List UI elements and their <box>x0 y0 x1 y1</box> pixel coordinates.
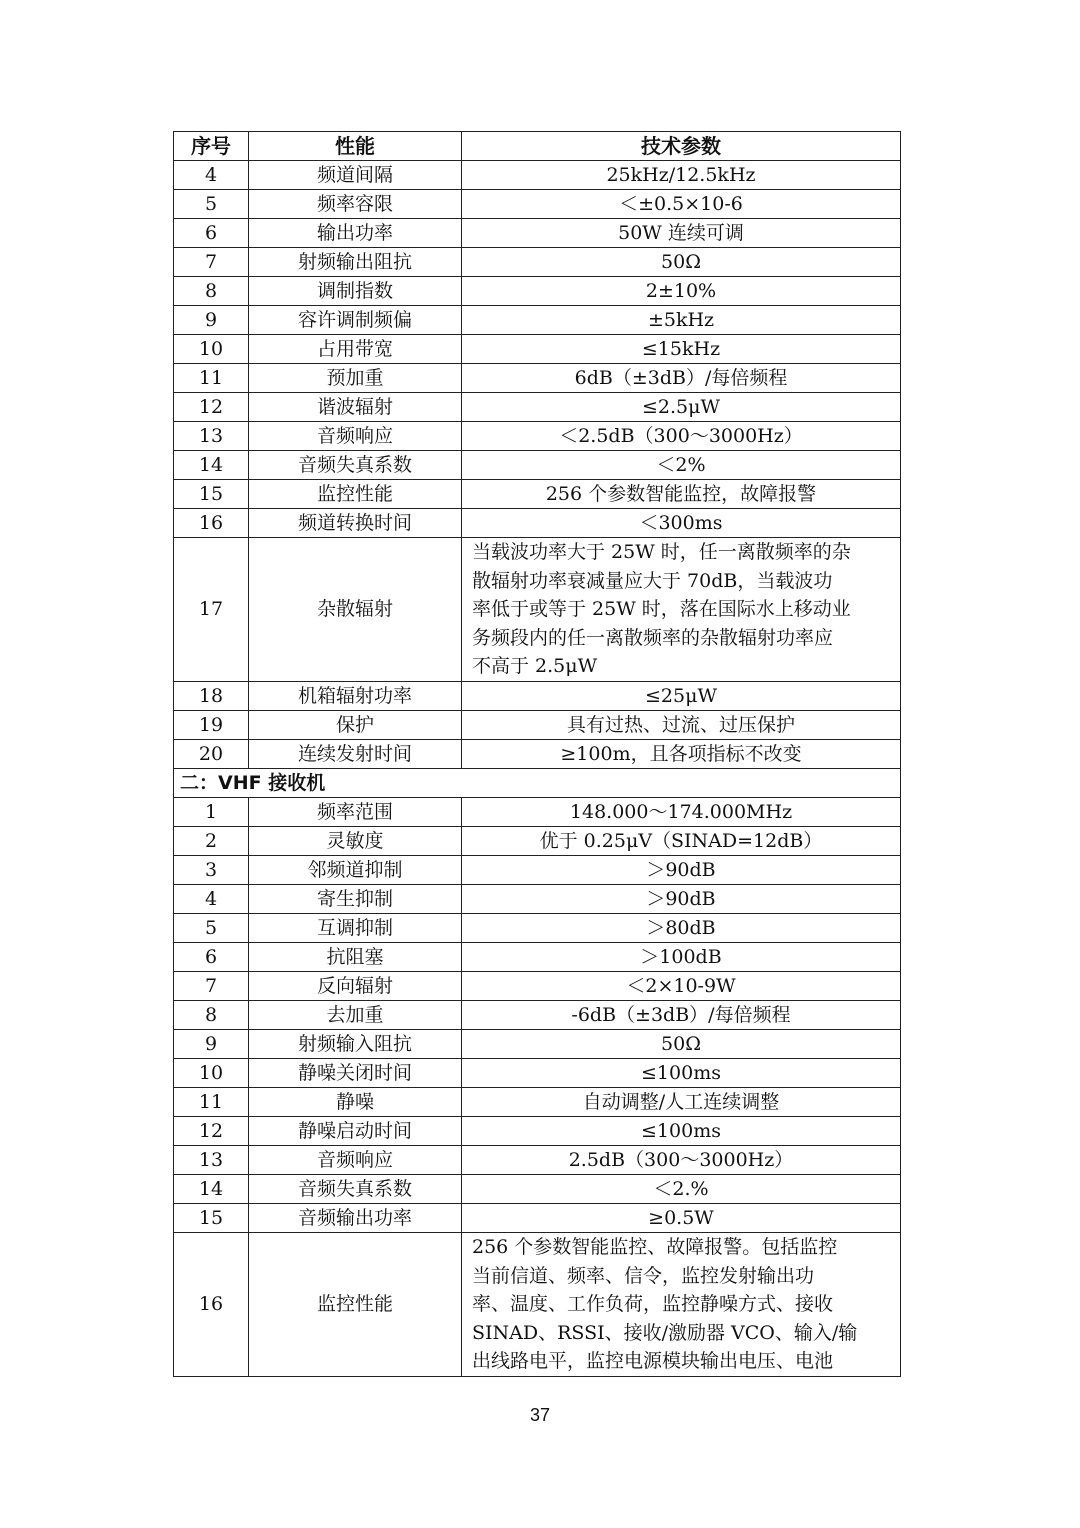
row-tech-param: ＞80dB <box>462 913 901 942</box>
row-performance: 调制指数 <box>249 277 462 306</box>
table-row <box>174 1058 901 1087</box>
row-performance: 灵敏度 <box>249 826 462 855</box>
table-row <box>174 826 901 855</box>
table-row <box>174 913 901 942</box>
row-number: 7 <box>174 971 249 1000</box>
row-performance: 抗阻塞 <box>249 942 462 971</box>
table-row <box>174 710 901 739</box>
row-number: 15 <box>174 480 249 509</box>
row-tech-param: 25kHz/12.5kHz <box>462 161 901 190</box>
row-tech-param: 2.5dB（300～3000Hz） <box>462 1145 901 1174</box>
tech-param-line: SINAD、RSSI、接收/激励器 VCO、输入/输 <box>472 1321 858 1344</box>
row-performance: 寄生抑制 <box>249 884 462 913</box>
row-performance: 静噪启动时间 <box>249 1116 462 1145</box>
row-performance: 监控性能 <box>249 480 462 509</box>
row-tech-param: ≥0.5W <box>462 1203 901 1232</box>
tech-param-line: 率低于或等于 25W 时，落在国际水上移动业 <box>472 598 851 621</box>
row-tech-param: 50Ω <box>462 248 901 277</box>
tech-param-line: 不高于 2.5μW <box>472 655 598 678</box>
header-tech-params: 技术参数 <box>462 132 901 161</box>
row-performance: 保护 <box>249 710 462 739</box>
table-row <box>174 1116 901 1145</box>
row-performance: 谐波辐射 <box>249 393 462 422</box>
table-row <box>174 422 901 451</box>
tech-param-line: 务频段内的任一离散频率的杂散辐射功率应 <box>472 626 834 649</box>
table-row <box>174 190 901 219</box>
row-number: 13 <box>174 422 249 451</box>
section-row <box>174 768 901 797</box>
table-row <box>174 1029 901 1058</box>
row-performance: 预加重 <box>249 364 462 393</box>
row-number: 4 <box>174 884 249 913</box>
row-performance: 音频响应 <box>249 1145 462 1174</box>
row-performance: 音频失真系数 <box>249 1174 462 1203</box>
table-row <box>174 306 901 335</box>
table-row <box>174 1145 901 1174</box>
table-row <box>174 1232 901 1376</box>
row-performance: 输出功率 <box>249 219 462 248</box>
table-row <box>174 480 901 509</box>
row-number: 11 <box>174 1087 249 1116</box>
row-performance: 频道转换时间 <box>249 509 462 538</box>
table-row <box>174 1000 901 1029</box>
row-number: 10 <box>174 335 249 364</box>
page-number: 37 <box>529 1405 551 1425</box>
row-tech-param: 256 个参数智能监控，故障报警 <box>462 480 901 509</box>
spec-table <box>173 131 901 1377</box>
row-number: 9 <box>174 306 249 335</box>
table-row <box>174 277 901 306</box>
row-performance: 静噪关闭时间 <box>249 1058 462 1087</box>
row-performance: 音频输出功率 <box>249 1203 462 1232</box>
table-row <box>174 509 901 538</box>
row-tech-param: ＜300ms <box>462 509 901 538</box>
table-row <box>174 335 901 364</box>
row-number: 8 <box>174 1000 249 1029</box>
row-tech-param: -6dB（±3dB）/每倍频程 <box>462 1000 901 1029</box>
table-row <box>174 1203 901 1232</box>
row-tech-param: ＜2×10-9W <box>462 971 901 1000</box>
row-tech-param: ＞90dB <box>462 855 901 884</box>
row-tech-param: ≤15kHz <box>462 335 901 364</box>
table-row <box>174 1174 901 1203</box>
table-row <box>174 855 901 884</box>
row-number: 6 <box>174 219 249 248</box>
row-number: 20 <box>174 739 249 768</box>
row-performance: 反向辐射 <box>249 971 462 1000</box>
row-performance: 音频响应 <box>249 422 462 451</box>
table-row <box>174 248 901 277</box>
row-performance: 机箱辐射功率 <box>249 681 462 710</box>
row-tech-param: ±5kHz <box>462 306 901 335</box>
tech-param-line: 散辐射功率衰减量应大于 70dB，当载波功 <box>472 569 833 592</box>
table-row <box>174 681 901 710</box>
row-number: 19 <box>174 710 249 739</box>
row-tech-param: 具有过热、过流、过压保护 <box>462 710 901 739</box>
row-tech-param: ≤25μW <box>462 681 901 710</box>
row-tech-param: ≤100ms <box>462 1116 901 1145</box>
table-row <box>174 451 901 480</box>
row-tech-param: 2±10% <box>462 277 901 306</box>
row-tech-param: ＜2.5dB（300～3000Hz） <box>462 422 901 451</box>
row-number: 2 <box>174 826 249 855</box>
tech-param-line: 当载波功率大于 25W 时，任一离散频率的杂 <box>472 541 851 563</box>
table-row <box>174 364 901 393</box>
row-tech-param: 50Ω <box>462 1029 901 1058</box>
tech-param-line: 出线路电平，监控电源模块输出电压、电池 <box>472 1350 834 1373</box>
row-tech-param: ＜2% <box>462 451 901 480</box>
table-row <box>174 393 901 422</box>
row-number: 12 <box>174 393 249 422</box>
row-number: 8 <box>174 277 249 306</box>
row-performance: 音频失真系数 <box>249 451 462 480</box>
row-tech-param: ＜±0.5×10-6 <box>462 190 901 219</box>
row-number: 7 <box>174 248 249 277</box>
row-tech-param: ≥100m，且各项指标不改变 <box>462 739 901 768</box>
row-performance: 容许调制频偏 <box>249 306 462 335</box>
row-performance: 占用带宽 <box>249 335 462 364</box>
row-performance: 频率范围 <box>249 797 462 826</box>
row-tech-param: ＞90dB <box>462 884 901 913</box>
table-row <box>174 797 901 826</box>
row-number: 17 <box>174 538 249 682</box>
row-number: 1 <box>174 797 249 826</box>
row-tech-param: 优于 0.25μV（SINAD=12dB） <box>462 826 901 855</box>
row-tech-param: 148.000～174.000MHz <box>462 797 901 826</box>
table-row <box>174 971 901 1000</box>
header-performance: 性能 <box>249 132 462 161</box>
row-tech-param: 50W 连续可调 <box>462 219 901 248</box>
row-performance: 频率容限 <box>249 190 462 219</box>
row-tech-param: ＜2.% <box>462 1174 901 1203</box>
row-performance: 连续发射时间 <box>249 739 462 768</box>
row-number: 12 <box>174 1116 249 1145</box>
row-number: 5 <box>174 190 249 219</box>
row-performance: 频道间隔 <box>249 161 462 190</box>
row-number: 16 <box>174 509 249 538</box>
table-row <box>174 884 901 913</box>
row-performance: 去加重 <box>249 1000 462 1029</box>
row-number: 16 <box>174 1232 249 1376</box>
tech-param-line: 256 个参数智能监控、故障报警。包括监控 <box>472 1235 838 1258</box>
row-number: 11 <box>174 364 249 393</box>
row-performance: 射频输出阻抗 <box>249 248 462 277</box>
table-body <box>174 161 901 1377</box>
row-tech-param: ≤2.5μW <box>462 393 901 422</box>
header-no: 序号 <box>174 132 249 161</box>
table-row <box>174 1087 901 1116</box>
row-tech-param: 6dB（±3dB）/每倍频程 <box>462 364 901 393</box>
row-performance: 杂散辐射 <box>249 538 462 682</box>
row-tech-param: ≤100ms <box>462 1058 901 1087</box>
table-row <box>174 942 901 971</box>
table-row <box>174 739 901 768</box>
row-performance: 邻频道抑制 <box>249 855 462 884</box>
row-number: 15 <box>174 1203 249 1232</box>
row-number: 9 <box>174 1029 249 1058</box>
row-number: 14 <box>174 1174 249 1203</box>
table-row <box>174 161 901 190</box>
row-performance: 静噪 <box>249 1087 462 1116</box>
section-title: 二：VHF 接收机 <box>174 768 901 797</box>
row-performance: 互调抑制 <box>249 913 462 942</box>
row-number: 18 <box>174 681 249 710</box>
tech-param-line: 当前信道、频率、信令，监控发射输出功 <box>472 1264 815 1287</box>
row-number: 14 <box>174 451 249 480</box>
table-row <box>174 538 901 682</box>
row-performance: 监控性能 <box>249 1232 462 1376</box>
table-header-row <box>174 132 901 161</box>
row-performance: 射频输入阻抗 <box>249 1029 462 1058</box>
table-row <box>174 219 901 248</box>
row-number: 10 <box>174 1058 249 1087</box>
row-tech-param <box>462 1232 901 1376</box>
row-number: 5 <box>174 913 249 942</box>
row-tech-param: 自动调整/人工连续调整 <box>462 1087 901 1116</box>
row-number: 4 <box>174 161 249 190</box>
tech-param-line: 率、温度、工作负荷，监控静噪方式、接收 <box>472 1293 834 1316</box>
row-tech-param: ＞100dB <box>462 942 901 971</box>
row-number: 6 <box>174 942 249 971</box>
row-tech-param <box>462 538 901 682</box>
row-number: 3 <box>174 855 249 884</box>
row-number: 13 <box>174 1145 249 1174</box>
